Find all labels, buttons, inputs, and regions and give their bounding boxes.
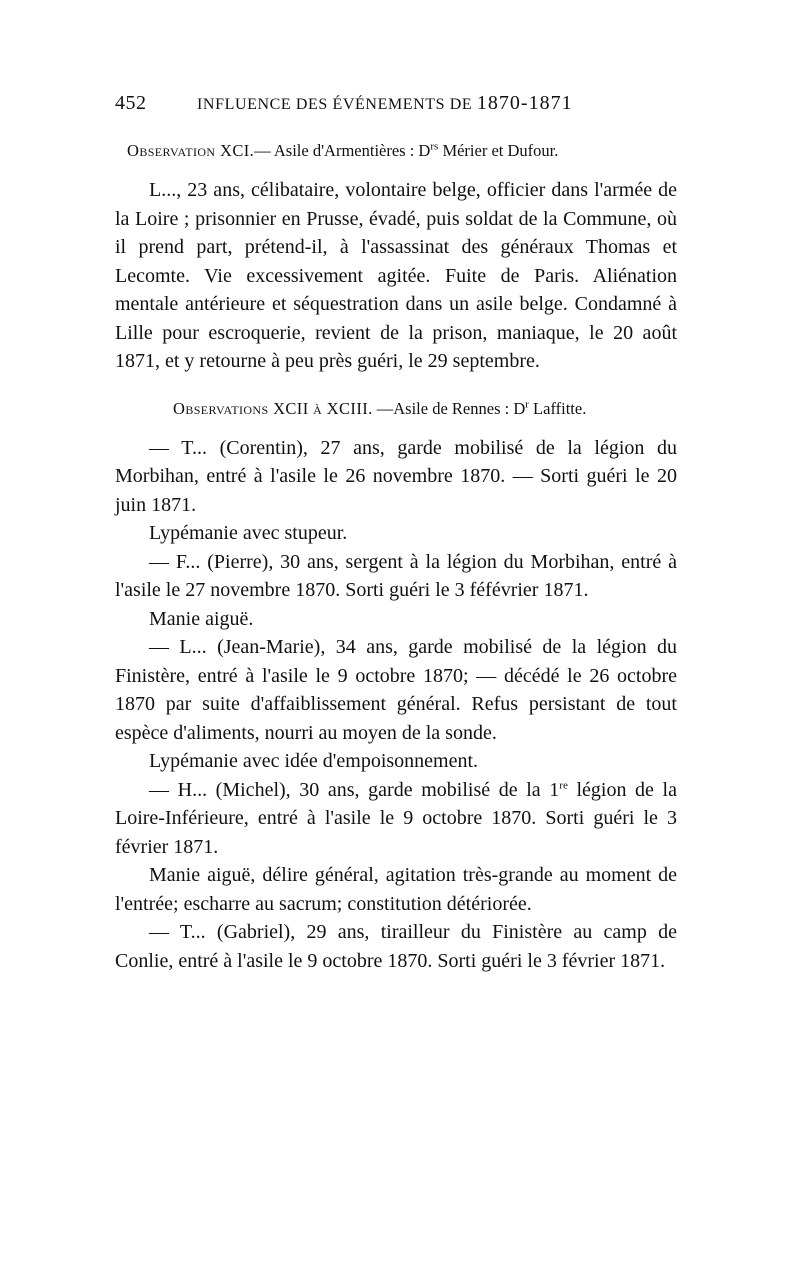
superscript: re [559, 778, 568, 791]
observation-text-91: L..., 23 ans, célibataire, volontaire belge, officier dans l'armée de la Loire ; prisonnier en Prusse, évadé, puis soldat de la Commune, où il prend part, prétend-il, à l'assassinat des généraux Thomas et Lecomte. Vie excessivement agitée. Fuite de Paris. Aliénation mentale antérieure et séquestration dans un asile belge. Condamné à Lille pour escroquerie, revient de la prison, maniaque, le 20 août 1871, et y retourne à peu près guéri, le 29 septembre. [115, 179, 677, 372]
case-text: — T... (Gabriel), 29 ans, tirailleur du Finistère au camp de Conlie, entré à l'asile le 9 octobre 1870. Sorti guéri le 3 février 1871. [115, 921, 677, 972]
page-number: 452 [115, 92, 147, 114]
observation-heading-92-93 [115, 398, 677, 420]
running-title-years: 1870-1871 [476, 92, 573, 114]
book-page [115, 92, 677, 975]
observation-place: — Asile d'Armentières : D [254, 141, 431, 160]
case-text: — T... (Corentin), 27 ans, garde mobilisé de la légion du Morbihan, entré à l'asile le 26 novembre 1870. — Sorti guéri le 20 juin 1871. [115, 436, 677, 516]
case-diagnosis: Manie aiguë, délire général, agitation très-grande au moment de l'entrée; escharre au sacrum; constitution détériorée. [115, 864, 677, 915]
case-text: — F... (Pierre), 30 ans, sergent à la légion du Morbihan, entré à l'asile le 27 novembre 1870. Sorti guéri le 3 féfévrier 1871. [115, 550, 677, 601]
observation-label: Observations XCII à XCIII. [173, 398, 373, 418]
case-text [115, 776, 677, 862]
running-title [197, 92, 573, 115]
observation-place: —Asile de Rennes : D [372, 398, 526, 418]
observation-heading-91 [115, 140, 677, 162]
case-text-part: — H... (Michel), 30 ans, garde mobilisé de la 1 [149, 778, 560, 801]
running-head [115, 92, 677, 122]
case-diagnosis: Lypémanie avec stupeur. [149, 522, 348, 544]
superscript: r [525, 398, 529, 410]
case-text-part: légion de la Loire-Inférieure, entré à l'asile le 9 octobre 1870. Sorti guéri le 3 février 1871. [115, 778, 677, 858]
superscript: rs [430, 140, 439, 153]
observation-doctors: Mérier et Dufour. [438, 141, 559, 160]
case-diagnosis: Manie aiguë. [149, 607, 254, 630]
observation-label: Observation XCI. [127, 141, 255, 160]
case-diagnosis: Lypémanie avec idée d'empoisonnement. [149, 750, 479, 772]
observation-doctor: Laffitte. [528, 398, 587, 418]
running-title-text: INFLUENCE DES ÉVÉNEMENTS DE [197, 96, 473, 113]
case-text: — L... (Jean-Marie), 34 ans, garde mobilisé de la légion du Finistère, entré à l'asile le 9 octobre 1870; — décédé le 26 octobre 1870 par suite d'affaiblissement général. Refus persistant de tout espèce d'aliments, nourri au moyen de la sonde. [115, 636, 677, 744]
